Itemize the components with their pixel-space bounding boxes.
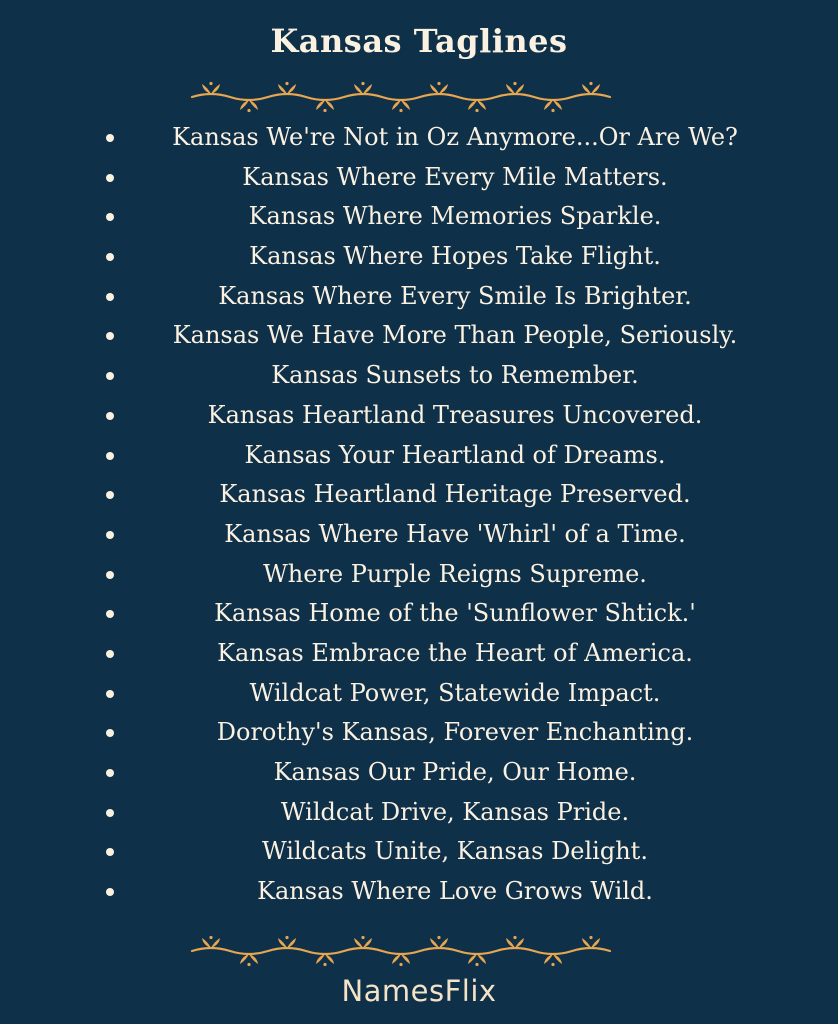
list-item bbox=[100, 515, 790, 555]
bullet-dot-icon bbox=[106, 610, 114, 618]
tagline-text: Kansas Heartland Heritage Preserved. bbox=[219, 480, 691, 509]
bullet-dot-icon bbox=[106, 531, 114, 539]
list-item bbox=[100, 436, 790, 476]
list-item bbox=[100, 475, 790, 515]
brand-logo: NamesFlix bbox=[341, 974, 497, 1008]
bullet-dot-icon bbox=[106, 213, 114, 221]
tagline-text: Kansas Where Every Smile Is Brighter. bbox=[218, 281, 692, 310]
list-item bbox=[100, 197, 790, 237]
bullet-dot-icon bbox=[106, 769, 114, 777]
tagline-text: Kansas Embrace the Heart of America. bbox=[217, 638, 693, 667]
list-item bbox=[100, 634, 790, 674]
tagline-text: Dorothy's Kansas, Forever Enchanting. bbox=[216, 718, 694, 747]
list-item bbox=[100, 316, 790, 356]
bullet-dot-icon bbox=[106, 848, 114, 856]
bullet-dot-icon bbox=[106, 650, 114, 658]
bullet-dot-icon bbox=[106, 571, 114, 579]
list-item bbox=[100, 674, 790, 714]
list-item bbox=[100, 356, 790, 396]
tagline-text: Kansas Home of the 'Sunflower Shtick.' bbox=[214, 599, 696, 628]
tagline-text: Wildcat Power, Statewide Impact. bbox=[249, 678, 661, 707]
list-item bbox=[100, 237, 790, 277]
tagline-text: Wildcat Drive, Kansas Pride. bbox=[280, 797, 630, 826]
list-item bbox=[100, 832, 790, 872]
tagline-text: Kansas Where Every Mile Matters. bbox=[242, 162, 668, 191]
bullet-dot-icon bbox=[106, 729, 114, 737]
vine-divider-icon bbox=[188, 934, 650, 968]
bullet-dot-icon bbox=[106, 174, 114, 182]
tagline-text: Kansas Our Pride, Our Home. bbox=[273, 758, 637, 786]
tagline-text: Kansas Where Have 'Whirl' of a Time. bbox=[224, 519, 686, 548]
bullet-dot-icon bbox=[106, 372, 114, 380]
list-item bbox=[100, 555, 790, 595]
tagline-text: Kansas We're Not in Oz Anymore...Or Are We? bbox=[172, 123, 738, 151]
bullet-dot-icon bbox=[106, 134, 114, 142]
list-item bbox=[100, 118, 790, 158]
tagline-text: Kansas Heartland Treasures Uncovered. bbox=[207, 400, 703, 429]
bullet-dot-icon bbox=[106, 332, 114, 340]
list-item bbox=[100, 872, 790, 912]
tagline-list bbox=[100, 118, 790, 912]
list-item bbox=[100, 713, 790, 753]
bullet-dot-icon bbox=[106, 888, 114, 896]
list-item bbox=[100, 594, 790, 634]
tagline-text: Kansas Where Memories Sparkle. bbox=[248, 202, 662, 231]
tagline-text: Wildcats Unite, Kansas Delight. bbox=[262, 837, 648, 866]
tagline-text: Where Purple Reigns Supreme. bbox=[263, 559, 647, 588]
list-item bbox=[100, 396, 790, 436]
tagline-text: Kansas Sunsets to Remember. bbox=[271, 361, 639, 390]
tagline-text: Kansas Where Hopes Take Flight. bbox=[249, 242, 661, 271]
list-item bbox=[100, 277, 790, 317]
list-item bbox=[100, 158, 790, 198]
bullet-dot-icon bbox=[106, 293, 114, 301]
bullet-dot-icon bbox=[106, 452, 114, 460]
tagline-text: Kansas Where Love Grows Wild. bbox=[257, 877, 653, 906]
tagline-text: Kansas Your Heartland of Dreams. bbox=[244, 440, 666, 469]
list-item bbox=[100, 753, 790, 793]
vine-divider-icon bbox=[188, 80, 650, 114]
list-item bbox=[100, 793, 790, 833]
bullet-dot-icon bbox=[106, 491, 114, 499]
tagline-text: Kansas We Have More Than People, Seriously. bbox=[172, 321, 738, 350]
bullet-dot-icon bbox=[106, 809, 114, 817]
bullet-dot-icon bbox=[106, 412, 114, 420]
bullet-dot-icon bbox=[106, 690, 114, 698]
bullet-dot-icon bbox=[106, 253, 114, 261]
page-title: Kansas Taglines bbox=[270, 22, 568, 60]
